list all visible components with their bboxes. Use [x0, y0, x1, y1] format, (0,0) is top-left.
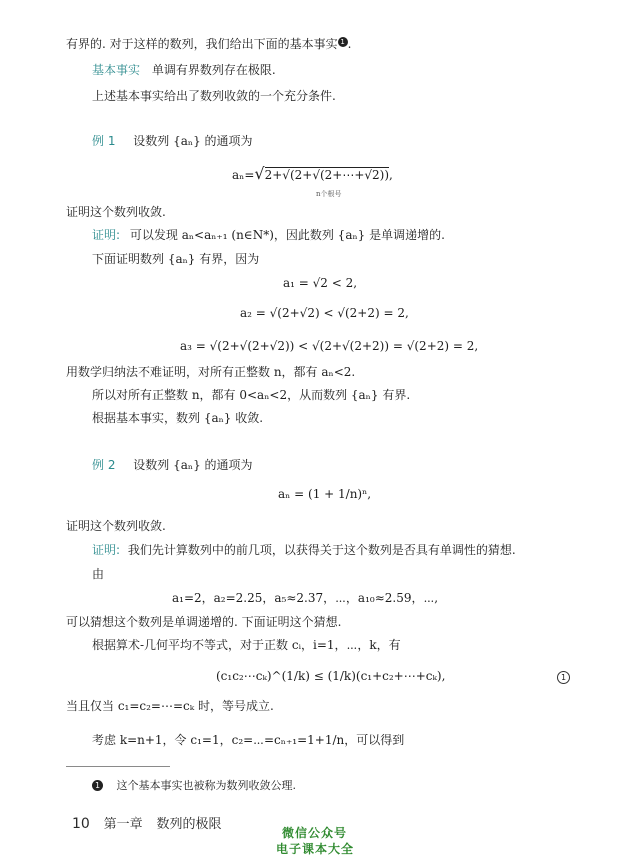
circled-number-icon: 1	[557, 671, 570, 684]
watermark-line-2: 电子课本大全	[276, 842, 355, 856]
underbrace-label: n个根号	[316, 190, 342, 198]
paragraph-line: 所以对所有正整数 n，都有 0<aₙ<2，从而数列 {aₙ} 有界.	[92, 388, 411, 402]
chapter-title: 数列的极限	[156, 817, 222, 832]
paragraph-line: 证明这个数列收敛.	[66, 205, 166, 219]
basic-fact	[92, 62, 276, 78]
equation-a2: a₂ = √(2+√2) < √(2+2) = 2,	[240, 306, 409, 320]
paragraph-line: 证明这个数列收敛.	[66, 519, 166, 533]
amgm-inequality: (c₁c₂⋯cₖ)^(1/k) ≤ (1/k)(c₁+c₂+⋯+cₖ),	[216, 669, 446, 683]
example-label: 例 1	[92, 134, 116, 148]
formula-comma: ,	[389, 168, 393, 182]
watermark-line-1: 微信公众号	[282, 826, 348, 840]
paragraph-line: 用数学归纳法不难证明，对所有正整数 n，都有 aₙ<2.	[66, 365, 356, 379]
paragraph-line: 可以猜想这个数列是单调递增的. 下面证明这个猜想.	[66, 615, 342, 629]
formula-lhs: aₙ=	[232, 168, 255, 182]
paragraph-line: 根据算术-几何平均不等式，对于正数 cᵢ，i=1，⋯，k，有	[92, 638, 401, 652]
radical-sign-icon: √	[254, 164, 265, 183]
equation-a1: a₁ = √2 < 2,	[283, 276, 358, 290]
footnote-marker-icon: 1	[92, 780, 103, 791]
proof-text: 可以发现 aₙ<aₙ₊₁ (n∈N*)，因此数列 {aₙ} 是单调递增的.	[129, 228, 445, 242]
formula-an-power: aₙ = (1 + 1/n)ⁿ,	[278, 487, 372, 501]
proof-1-line	[92, 227, 445, 243]
text: 有界的. 对于这样的数列，我们给出下面的基本事实	[66, 37, 338, 51]
paragraph-line: 当且仅当 c₁=c₂=⋯=cₖ 时，等号成立.	[66, 699, 274, 713]
formula-an-nested-root	[232, 166, 393, 183]
example-2-heading	[92, 457, 253, 473]
footnote-divider	[66, 766, 170, 767]
proof-2-line	[92, 542, 516, 558]
paragraph-line: 上述基本事实给出了数列收敛的一个充分条件.	[92, 89, 336, 103]
sequence-values: a₁=2，a₂=2.25，a₅≈2.37，⋯，a₁₀≈2.59，⋯,	[172, 591, 439, 605]
paragraph-line: 有界的. 对于这样的数列，我们给出下面的基本事实 1 .	[66, 37, 352, 51]
formula-radicand: 2+√(2+√(2+⋯+√2))	[264, 168, 390, 182]
paragraph-line: 由	[92, 567, 105, 581]
example-1-heading	[92, 133, 253, 149]
equation-a3: a₃ = √(2+√(2+√2)) < √(2+√(2+2)) = √(2+2) = 2,	[180, 339, 479, 353]
chapter-label: 第一章	[103, 817, 143, 832]
footnote-text: 这个基本事实也被称为数列收敛公理.	[116, 779, 296, 792]
example-text: 设数列 {aₙ} 的通项为	[133, 458, 253, 472]
example-text: 设数列 {aₙ} 的通项为	[133, 134, 253, 148]
footnote-ref-icon: 1	[338, 37, 348, 47]
paragraph-line: 根据基本事实，数列 {aₙ} 收敛.	[92, 411, 264, 425]
proof-text: 我们先计算数列中的前几项，以获得关于这个数列是否具有单调性的猜想.	[127, 543, 516, 557]
fact-text: 单调有界数列存在极限.	[151, 63, 276, 77]
paragraph-line: 下面证明数列 {aₙ} 有界，因为	[92, 252, 260, 266]
footnote	[92, 778, 296, 794]
proof-label: 证明:	[92, 228, 121, 242]
proof-label: 证明:	[92, 543, 121, 557]
fact-label: 基本事实	[92, 63, 141, 77]
paragraph-line: 考虑 k=n+1，令 c₁=1，c₂=⋯=cₙ₊₁=1+1/n，可以得到	[92, 733, 405, 747]
page-number: 10	[72, 816, 90, 832]
page-footer	[72, 816, 222, 833]
example-label: 例 2	[92, 458, 116, 472]
equation-number	[557, 668, 570, 684]
